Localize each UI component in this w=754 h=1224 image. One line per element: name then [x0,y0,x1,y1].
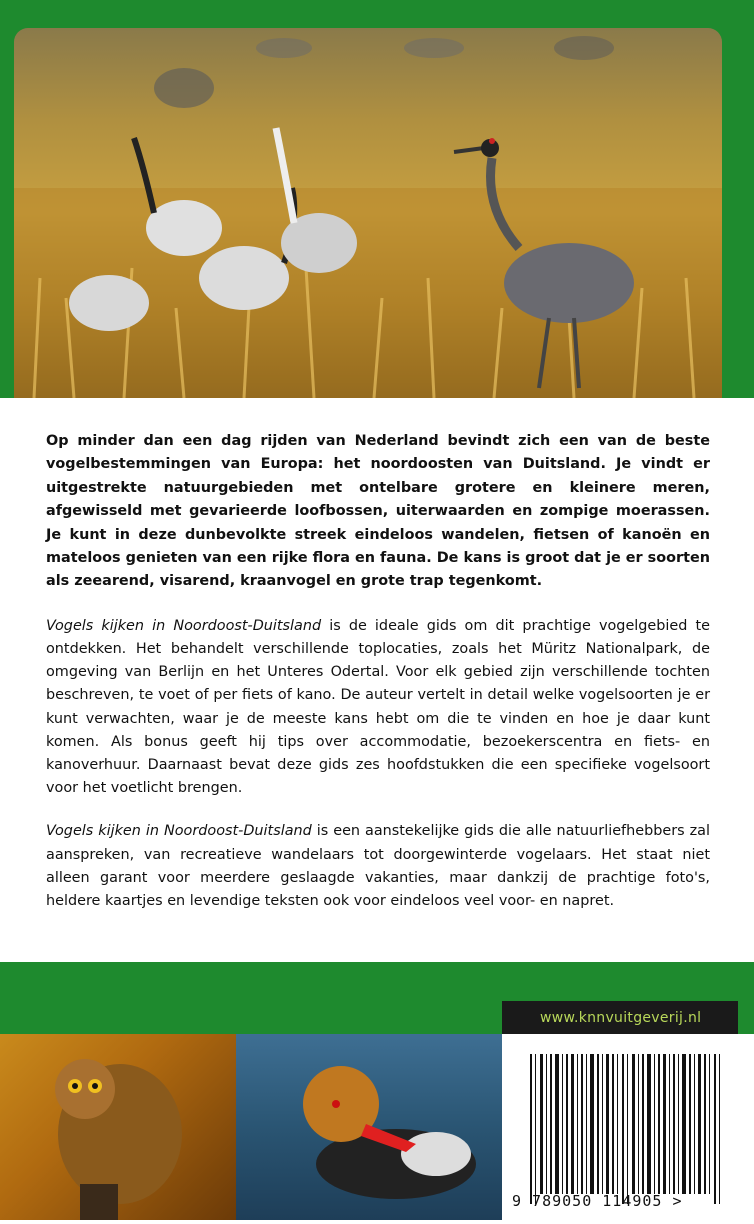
intro-paragraph: Op minder dan een dag rijden van Nederland bevindt zich een van de beste vogelbestemmingen van Europa: het noordoosten van Duitsland. Je vindt er uitgestrekte natuurgebieden met ontelbare grotere en kleinere meren, afgewisseld met gevarieerde loofbossen, uiterwaarden en zompige moerassen. Je kunt in deze dunbevolkte streek eindeloos wandelen, fietsen of kanoën en mateloos genieten van een rijke flora en fauna. De kans is groot dat je er soorten als zeearend, visarend, kraanvogel en grote trap tegenkomt. [46,433,710,590]
description-paragraph [46,615,710,801]
duck-photo [236,1034,502,1220]
isbn-number: 9 789050 114905 > [512,1192,683,1210]
back-cover-text [46,430,710,933]
cover-photo-cranes [14,28,722,398]
closing-paragraph [46,820,710,913]
book-title-2: Vogels kijken in Noordoost-Duitsland [46,823,312,840]
publisher-url[interactable]: www.knnvuitgeverij.nl [540,1010,702,1026]
owl-photo [0,1034,236,1220]
description-text: is de ideale gids om dit prachtige vogelgebied te ontdekken. Het behandelt verschillende toplocaties, zoals het Müritz Nationalpark, de omgeving van Berlijn en het Unteres Odertal. Voor elk gebied zijn verschillende tochten beschreven, te voet of per fiets of kano. De auteur vertelt in detail welke vogelsoorten je er kunt verwachten, waar je de meeste kans hebt om die te vinden en hoe je daar kunt komen. Als bonus geeft hij tips over accommodatie, bezoekerscentra en fiets- en kanoverhuur. Daarnaast bevat deze gids zes hoofdstukken die een specifieke vogelsoort voor het voetlicht brengen. [46,617,711,797]
book-title: Vogels kijken in Noordoost-Duitsland [46,617,322,634]
closing-text: is een aanstekelijke gids die alle natuurliefhebbers zal aanspreken, van recreatieve wandelaars tot doorgewinterde vogelaars. Het staat niet alleen garant voor meerdere geslaagde vakanties, maar dankzij de prachtige foto's, heldere kaartjes en levendige teksten ook voor eindeloos veel voor- en napret. [46,823,710,910]
